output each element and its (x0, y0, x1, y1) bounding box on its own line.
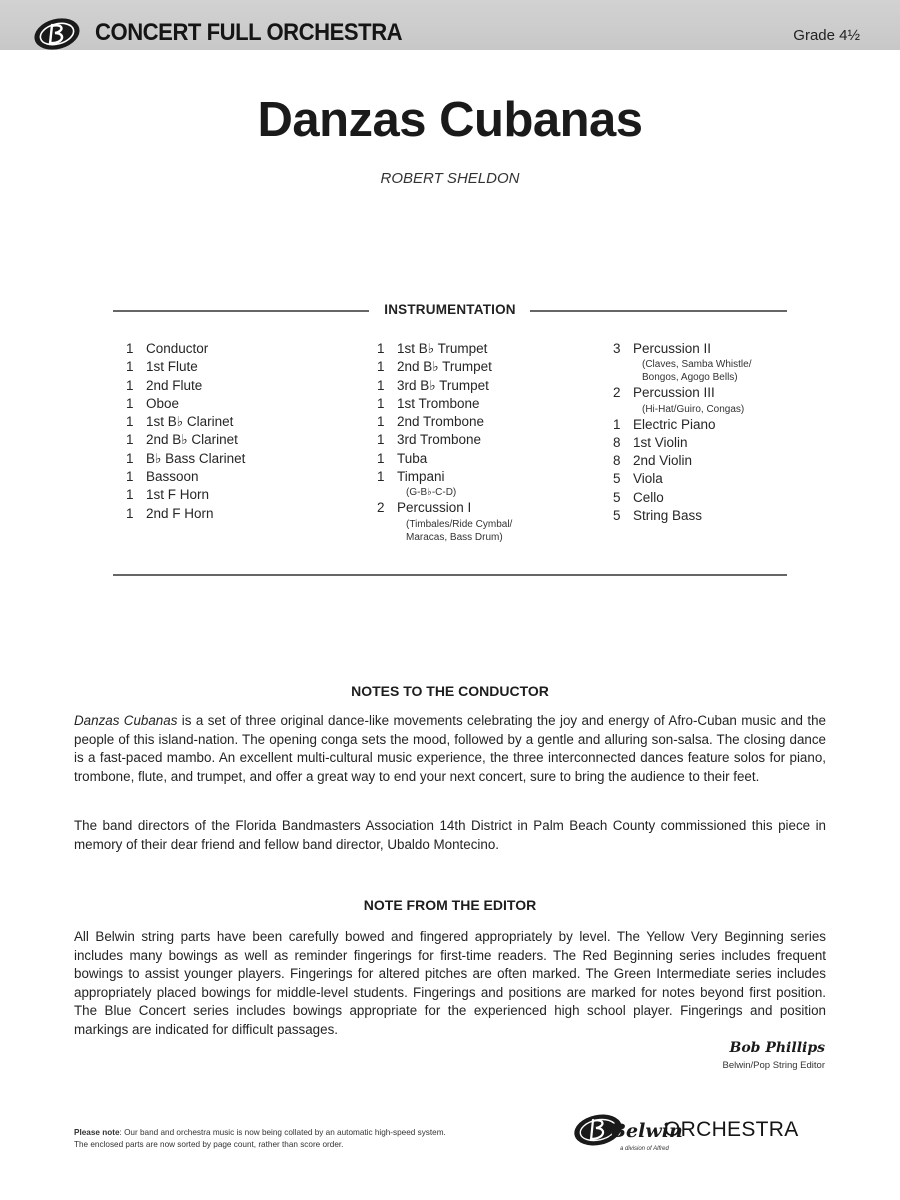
instrument-name: 2nd F Horn (146, 505, 214, 521)
instrument-name: 2nd Trombone (397, 414, 485, 430)
instrument-quantity: 5 (613, 471, 621, 487)
instrument-quantity: 2 (377, 500, 385, 516)
instrument-row (613, 452, 751, 470)
divider-right (530, 310, 787, 312)
instrument-name: 3rd B♭ Trumpet (397, 377, 489, 393)
instrument-quantity: 5 (613, 508, 621, 524)
instrument-quantity: 1 (377, 469, 385, 485)
instrument-note: Bongos, Agogo Bells) (642, 372, 738, 384)
instrument-name: 1st F Horn (146, 487, 210, 503)
instrument-quantity: 1 (126, 359, 134, 375)
instrument-row (377, 450, 512, 468)
instrument-column-3 (613, 340, 751, 525)
series-name: CONCERT FULL ORCHESTRA (95, 19, 403, 46)
instrument-name: Percussion II (633, 341, 712, 356)
piece-title-italic: Danzas Cubanas (74, 713, 178, 728)
instrument-row (377, 395, 512, 413)
instrument-quantity: 1 (126, 487, 134, 503)
footer-note-line-2: The enclosed parts are now sorted by page count, rather than score order. (74, 1139, 344, 1149)
instrument-quantity: 8 (613, 453, 621, 469)
instrument-name: Tuba (397, 450, 428, 466)
instrument-row (613, 340, 751, 358)
instrument-name: Electric Piano (633, 416, 716, 432)
instrument-quantity: 1 (126, 505, 134, 521)
instrument-quantity: 5 (613, 489, 621, 505)
instrument-name: 2nd Violin (633, 453, 693, 469)
instrument-quantity: 1 (377, 450, 385, 466)
instrument-quantity: 1 (126, 450, 134, 466)
instrument-quantity: 3 (613, 341, 621, 356)
footer-note-line-1: : Our band and orchestra music is now being collated by an automatic high-speed system. (119, 1128, 446, 1137)
divider-bottom (113, 574, 787, 576)
instrument-row (377, 431, 512, 449)
instrument-row (377, 499, 512, 517)
instrument-name: 1st Trombone (397, 395, 480, 411)
instrument-quantity: 1 (377, 414, 385, 430)
belwin-b-logo-icon (33, 14, 81, 54)
grade-level: Grade 4½ (793, 27, 860, 44)
instrument-row (377, 377, 512, 395)
instrument-note: (Hi-Hat/Guiro, Congas) (642, 403, 745, 415)
piece-title: Danzas Cubanas (257, 93, 643, 147)
notes-paragraph-1-text: is a set of three original dance-like movements celebrating the joy and energy of Afro-Cuban music and the people of this island-nation. The opening conga sets the mood, followed by a gentle and alluring son-salsa. The closing dance is a fast-paced mambo. An excellent multi-cultural music experience, the three interconnected dances feature solos for piano, trombone, flute, and trumpet, and offer a great way to end your next concert, sure to bring the audience to their feet. (74, 713, 826, 784)
composer-name: ROBERT SHELDON (380, 170, 520, 187)
instrument-note: Maracas, Bass Drum) (406, 531, 503, 543)
alfred-credit: a division of Alfred (620, 1146, 669, 1152)
instrument-row (613, 507, 751, 525)
instrument-row (613, 434, 751, 452)
instrument-name: Timpani (397, 469, 445, 485)
instrument-quantity: 1 (126, 414, 134, 430)
instrument-note: (Timbales/Ride Cymbal/ (406, 518, 513, 530)
editor-paragraph: All Belwin string parts have been carefully bowed and fingered appropriately by level. The Yellow Very Beginning series includes many bowings as well as reminder fingerings for first-time readers. The Red Beginning series includes frequent bowings to assist younger players. Fingerings for altered pitches are often marked. The Green Intermediate series includes appropriately placed bowings for middle-level students. Fingerings and positions are marked for notes beyond first position. The Blue Concert series includes bowings appropriate for the experienced high school player. Fingerings and position markings are indicated for difficult passages. (74, 929, 826, 1037)
instrument-name: 2nd Flute (146, 377, 203, 393)
instrument-row (377, 358, 512, 376)
instrument-quantity: 1 (126, 341, 134, 356)
instrument-name: Conductor (146, 341, 209, 356)
notes-heading: NOTES TO THE CONDUCTOR (351, 683, 549, 699)
instrument-row (377, 413, 512, 431)
instrumentation-heading: INSTRUMENTATION (384, 302, 516, 317)
instrument-column-2 (377, 340, 512, 544)
instrument-quantity: 1 (126, 395, 134, 411)
instrument-name: Oboe (146, 395, 180, 411)
instrument-quantity: 1 (126, 469, 134, 485)
instrument-quantity: 1 (126, 377, 134, 393)
instrument-name: B♭ Bass Clarinet (146, 450, 246, 466)
instrument-name: 1st B♭ Clarinet (146, 414, 234, 430)
instrument-row (613, 416, 751, 434)
instrument-row (613, 470, 751, 488)
instrument-quantity: 2 (613, 385, 621, 401)
instrument-quantity: 1 (613, 416, 621, 432)
instrument-row (613, 384, 751, 402)
instrument-name: 2nd B♭ Trumpet (397, 359, 492, 375)
instrument-quantity: 1 (377, 359, 385, 375)
instrument-quantity: 1 (377, 395, 385, 411)
instrument-name: 2nd B♭ Clarinet (146, 432, 238, 448)
instrument-name: Cello (633, 489, 664, 505)
editor-heading: NOTE FROM THE EDITOR (363, 897, 537, 913)
instrument-note: (Claves, Samba Whistle/ (642, 359, 752, 371)
notes-paragraph-1 (74, 712, 826, 786)
instrument-quantity: 1 (377, 432, 385, 448)
divider-left (113, 310, 369, 312)
instrument-quantity: 1 (377, 377, 385, 393)
instrument-name: 1st Flute (146, 359, 198, 375)
instrument-row (377, 468, 512, 486)
brand-text: Belwin (610, 1120, 683, 1142)
instrument-name: String Bass (633, 508, 703, 524)
instrument-note: (G-B♭-C-D) (406, 487, 457, 499)
instrument-name: Viola (633, 471, 663, 487)
instrument-row (613, 489, 751, 507)
instrument-name: 1st Violin (633, 434, 688, 450)
notes-paragraph-2: The band directors of the Florida Bandmasters Association 14th District in Palm Beach County commissioned this piece in memory of their dear friend and fellow band director, Ubaldo Montecino. (74, 818, 826, 852)
instrument-quantity: 8 (613, 434, 621, 450)
instrument-name: 1st B♭ Trumpet (397, 341, 488, 356)
instrument-name: 3rd Trombone (397, 432, 482, 448)
instrument-quantity: 1 (377, 341, 385, 356)
instrument-row (377, 340, 512, 358)
editor-signature: Bob Phillips (729, 1040, 825, 1056)
instrument-name: Bassoon (146, 469, 199, 485)
footer-note-label: Please note (74, 1128, 120, 1137)
brand-orchestra: ORCHESTRA (664, 1118, 799, 1141)
instrument-name: Percussion III (633, 385, 715, 401)
footer-note (74, 1127, 534, 1150)
instrument-name: Percussion I (397, 500, 472, 516)
editor-role: Belwin/Pop String Editor (722, 1060, 825, 1071)
instrument-quantity: 1 (126, 432, 134, 448)
